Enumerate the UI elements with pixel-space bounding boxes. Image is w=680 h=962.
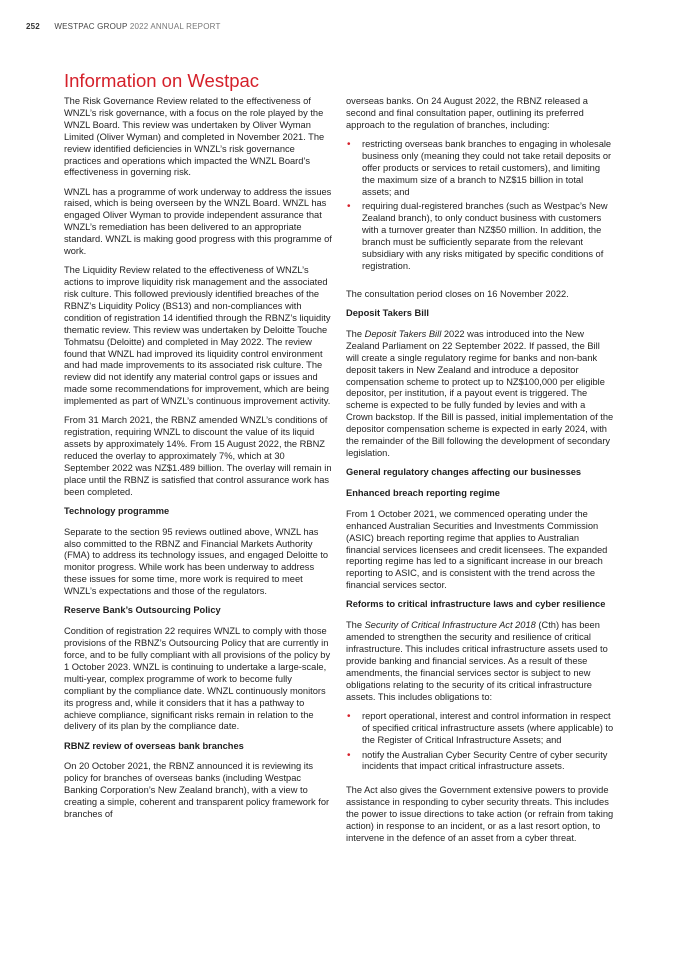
page-number: 252 (26, 22, 40, 31)
right-column (346, 96, 614, 852)
heading-outsourcing-policy: Reserve Bank’s Outsourcing Policy (64, 605, 221, 616)
header-report: 2022 ANNUAL REPORT (129, 22, 221, 31)
paragraph-government-powers: The Act also gives the Government extensive powers to provide assistance in responding to cyber security threats. This includes the power to issue directions to take action (or refrain from taking action) in response to an incident, or as a last resort option, to intervene in the defence of an asset from a cyber threat. (346, 785, 614, 843)
list-item: • requiring dual-registered branches (such as Westpac’s New Zealand branch), to only conduct business with customers with a turnover greater than NZ$50 million. In addition, the branch must be sufficiently separate from the relevant subsidiary with any risks mitigated by specific conditions of registration. (346, 201, 614, 272)
page-header (26, 22, 654, 31)
paragraph-programme-of-work: WNZL has a programme of work underway to address the issues raised, which is being overseen by the WNZL Board. WNZL has engaged Oliver Wyman to provide independent assurance that WNZL’s remediation has been delivered to an appropriate standard. WNZL is making good progress with this programme of work. (64, 186, 332, 257)
heading-general-regulatory-changes: General regulatory changes affecting our businesses (346, 467, 582, 478)
paragraph-liquid-assets-overlay: From 31 March 2021, the RBNZ amended WNZL’s conditions of registration, requiring WNZL to discount the value of its liquid assets by approximately 14%. From 15 August 2022, the RBNZ reduced the overlay to approximately 7%, which at 30 September 2022 was NZ$1.489 billion. The overlay will remain in place until the RBNZ is satisfied that control assurance work has been completed. (64, 415, 332, 497)
branch-regulation-list (346, 139, 614, 273)
heading-critical-infrastructure: Reforms to critical infrastructure laws and cyber resilience (346, 599, 606, 610)
paragraph-overseas-continued: overseas banks. On 24 August 2022, the RBNZ released a second and final consultation paper, outlining its preferred approach to the regulation of branches, including: (346, 96, 588, 130)
paragraph-risk-governance: The Risk Governance Review related to the effectiveness of WNZL’s risk governance, with a focus on the role played by the WNZL Board. This review was undertaken by Oliver Wyman Limited (Oliver Wyman) and completed in November 2021. The review identified deficiencies in WNZL’s risk governance practices and operations which impacted the WNZL Board’s effectiveness in governing risk. (64, 96, 325, 178)
paragraph-outsourcing: Condition of registration 22 requires WNZL to comply with those provisions of the RBNZ’s Outsourcing Policy that are currently in force, and to be fully compliant with all provisions of the policy by 1 October 2023. WNZL is continuing to undertake a large-scale, multi-year, complex programme of work to become fully compliant by the compliance date. WNZL continuously monitors its progress and, while it considers that it has a pathway to achieve compliance, significant risks remain in relation to the delivery of its plan by the compliance date. (64, 626, 331, 732)
header-org: WESTPAC GROUP (54, 22, 128, 31)
paragraph-liquidity-review: The Liquidity Review related to the effectiveness of WNZL’s actions to improve liquidity risk management and the associated risk culture. This followed previously identified breaches of the RBNZ’s Liquidity Policy (BS13) and non-compliances with condition of registration 14 identified through the RBNZ’s liquidity thematic review. This review was undertaken by Deloitte Touche Tohmatsu (Deloitte) and completed in May 2022. The review found that WNZL had improved its liquidity control environment and had made improvements to its associated risk culture. The review did not identify any material control gaps or issues and made some recommendations for improvement, which are being implemented as part of WNZL’s continuous improvement activity. (64, 265, 331, 407)
paragraph-consultation: The consultation period closes on 16 November 2022. (346, 288, 569, 299)
list-item: • notify the Australian Cyber Security Centre of cyber security incidents that impact critical infrastructure assets. (346, 750, 614, 774)
paragraph-breach-reporting: From 1 October 2021, we commenced operating under the enhanced Australian Securities and Investments Commission (ASIC) breach reporting regime that applies to Australian financial services licensees and credit licensees. The expanded reporting regime has led to a significant increase in our breach reporting to ASIC, and is consistent with the trend across the financial services sector. (346, 508, 608, 591)
heading-deposit-takers-bill: Deposit Takers Bill (346, 307, 430, 318)
paragraph-deposit-takers: The Deposit Takers Bill 2022 was introduced into the New Zealand Parliament on 22 September 2022. If passed, the Bill will create a single regulatory regime for banks and non-bank deposit takers in New Zealand and introduce a depositor compensation scheme to protect up to NZ$100,000 per eligible depositor, per institution, if a payout event is triggered. The scheme is expected to be fully funded by levies and with a Crown backstop. If the Bill is passed, initial implementation of the depositor compensation scheme is expected in early 2024, with the remainder of the Bill following the development of secondary legislation. (346, 328, 614, 458)
left-column (64, 96, 332, 828)
list-item: • report operational, interest and control information in respect of specified critical infrastructure assets (where applicable) to the Register of Critical Infrastructure Assets; and (346, 711, 614, 747)
paragraph-technology: Separate to the section 95 reviews outlined above, WNZL has also committed to the RBNZ and Financial Markets Authority (FMA) to address its technology issues, and engaged Deloitte to monitor progress. While work has been underway to address these issues for some time, more work is required to meet WNZL’s expectations and those of the regulators. (64, 526, 329, 597)
paragraph-critical-infrastructure: The Security of Critical Infrastructure Act 2018 (Cth) has been amended to strengthen the security and resilience of critical infrastructure. This includes critical infrastructure assets used to provide banking and financial services. As a result of these amendments, the financial services sector is subject to new obligations relating to the security of its critical infrastructure assets. This includes obligations to: (346, 620, 608, 702)
obligations-list (346, 711, 614, 774)
heading-overseas-branches: RBNZ review of overseas bank branches (64, 740, 244, 751)
bill-title: Deposit Takers Bill (364, 328, 442, 339)
heading-breach-reporting: Enhanced breach reporting regime (346, 487, 500, 498)
list-item: • restricting overseas bank branches to engaging in wholesale business only (meaning they could not take retail deposits or offer products or services to retail customers), and limiting the maximum size of a branch to NZ$15 billion in total assets; and (346, 139, 614, 199)
heading-technology-programme: Technology programme (64, 505, 170, 516)
paragraph-overseas-branches: On 20 October 2021, the RBNZ announced it is reviewing its policy for branches of overseas banks (including Westpac Banking Corporation’s New Zealand branch), with a view to creating a simple, coherent and transparent policy framework for branches of (64, 761, 330, 820)
act-title: Security of Critical Infrastructure Act 2018 (364, 620, 536, 631)
page-title: Information on Westpac (64, 70, 260, 91)
